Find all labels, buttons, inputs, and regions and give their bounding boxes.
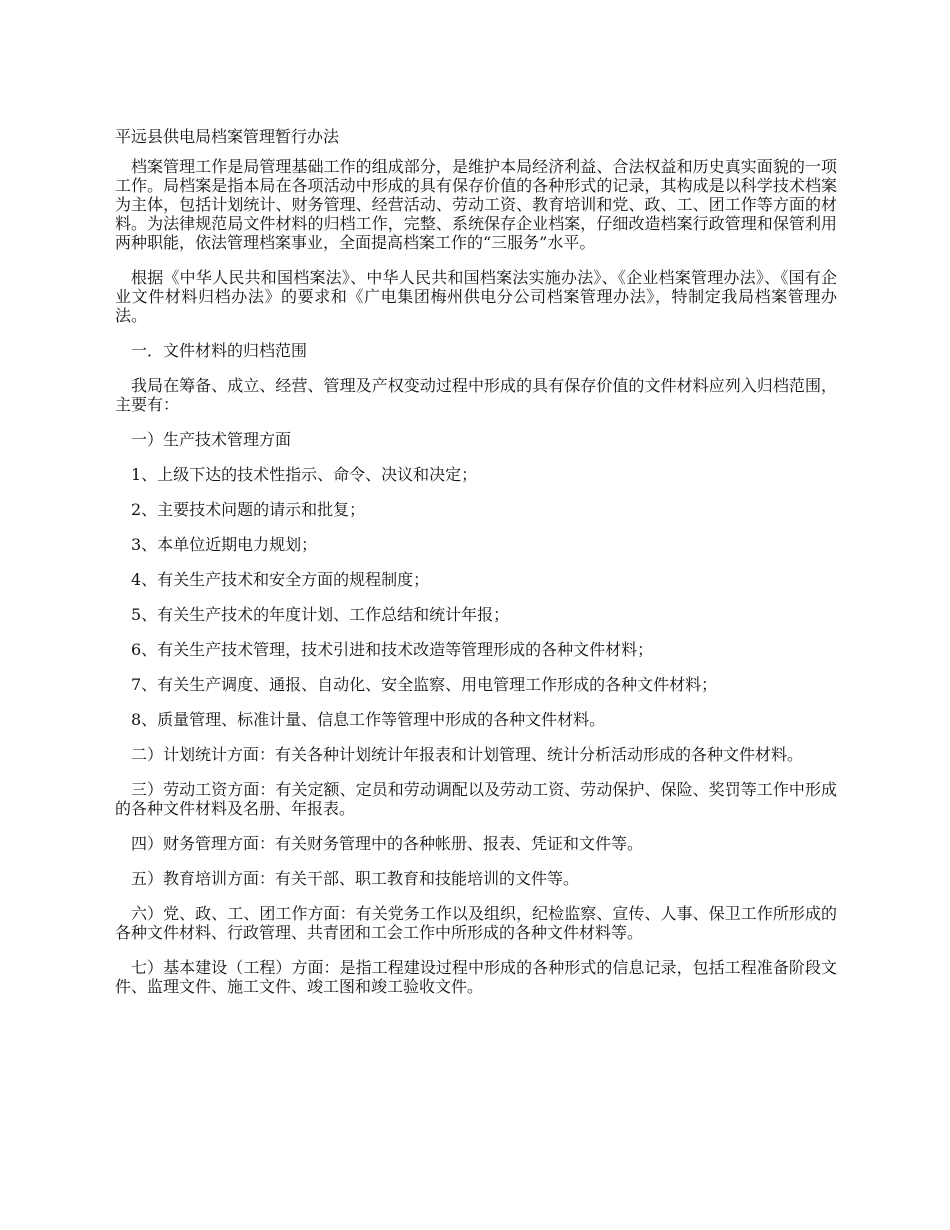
list-item: 2、主要技术问题的请示和批复； xyxy=(131,500,366,519)
list-item: 5、有关生产技术的年度计划、工作总结和统计年报； xyxy=(131,605,510,624)
document-body xyxy=(115,126,837,1012)
intro-paragraph: 根据《中华人民共和国档案法》、中华人民共和国档案法实施办法》、《企业档案管理办法》、《国有企业文件材料归档办法》的要求和《广电集团梅州供电分公司档案管理办法》，特制定我局档案管理办法。 xyxy=(115,268,837,325)
subsection-paragraph: 六）党、政、工、团工作方面：有关党务工作以及组织，纪检监察、宣传、人事、保卫工作所形成的各种文件材料、行政管理、共青团和工会工作中所形成的各种文件材料等。 xyxy=(115,904,837,942)
subsection-paragraph: 四）财务管理方面：有关财务管理中的各种帐册、报表、凭证和文件等。 xyxy=(131,834,644,853)
list-item: 8、质量管理、标准计量、信息工作等管理中形成的各种文件材料。 xyxy=(131,710,606,729)
list-item: 4、有关生产技术和安全方面的规程制度； xyxy=(131,570,430,589)
list-item: 7、有关生产调度、通报、自动化、安全监察、用电管理工作形成的各种文件材料； xyxy=(131,675,718,694)
subsection-paragraph: 五）教育培训方面：有关干部、职工教育和技能培训的文件等。 xyxy=(131,869,580,888)
list-item: 6、有关生产技术管理，技术引进和技术改造等管理形成的各种文件材料； xyxy=(131,640,654,659)
subsection-paragraph: 七）基本建设（工程）方面：是指工程建设过程中形成的各种形式的信息记录，包括工程准备阶段文件、监理文件、施工文件、竣工图和竣工验收文件。 xyxy=(115,958,837,996)
subsection-paragraph: 二）计划统计方面：有关各种计划统计年报表和计划管理、统计分析活动形成的各种文件材料。 xyxy=(131,745,804,764)
subsection-paragraph: 三）劳动工资方面：有关定额、定员和劳动调配以及劳动工资、劳动保护、保险、奖罚等工作中形成的各种文件材料及名册、年报表。 xyxy=(115,780,837,818)
subsection-heading: 一）生产技术管理方面 xyxy=(131,430,292,449)
intro-paragraph: 档案管理工作是局管理基础工作的组成部分，是维护本局经济利益、合法权益和历史真实面貌的一项工作。局档案是指本局在各项活动中形成的具有保存价值的各种形式的记录，其构成是以科学技术档案为主体，包括计划统计、财务管理、经营活动、劳动工资、教育培训和党、政、工、团工作等方面的材料。为法律规范局文件材料的归档工作，完整、系统保存企业档案，仔细改造档案行政管理和保管利用两种职能，依法管理档案事业，全面提高档案工作的“三服务”水平。 xyxy=(115,157,837,252)
section-intro: 我局在筹备、成立、经营、管理及产权变动过程中形成的具有保存价值的文件材料应列入归档范围，主要有： xyxy=(115,376,837,414)
document-title: 平远县供电局档案管理暂行办法 xyxy=(115,127,340,146)
list-item: 1、上级下达的技术性指示、命令、决议和决定； xyxy=(131,465,478,484)
section-heading: 一．文件材料的归档范围 xyxy=(131,341,308,360)
list-item: 3、本单位近期电力规划； xyxy=(131,535,318,554)
